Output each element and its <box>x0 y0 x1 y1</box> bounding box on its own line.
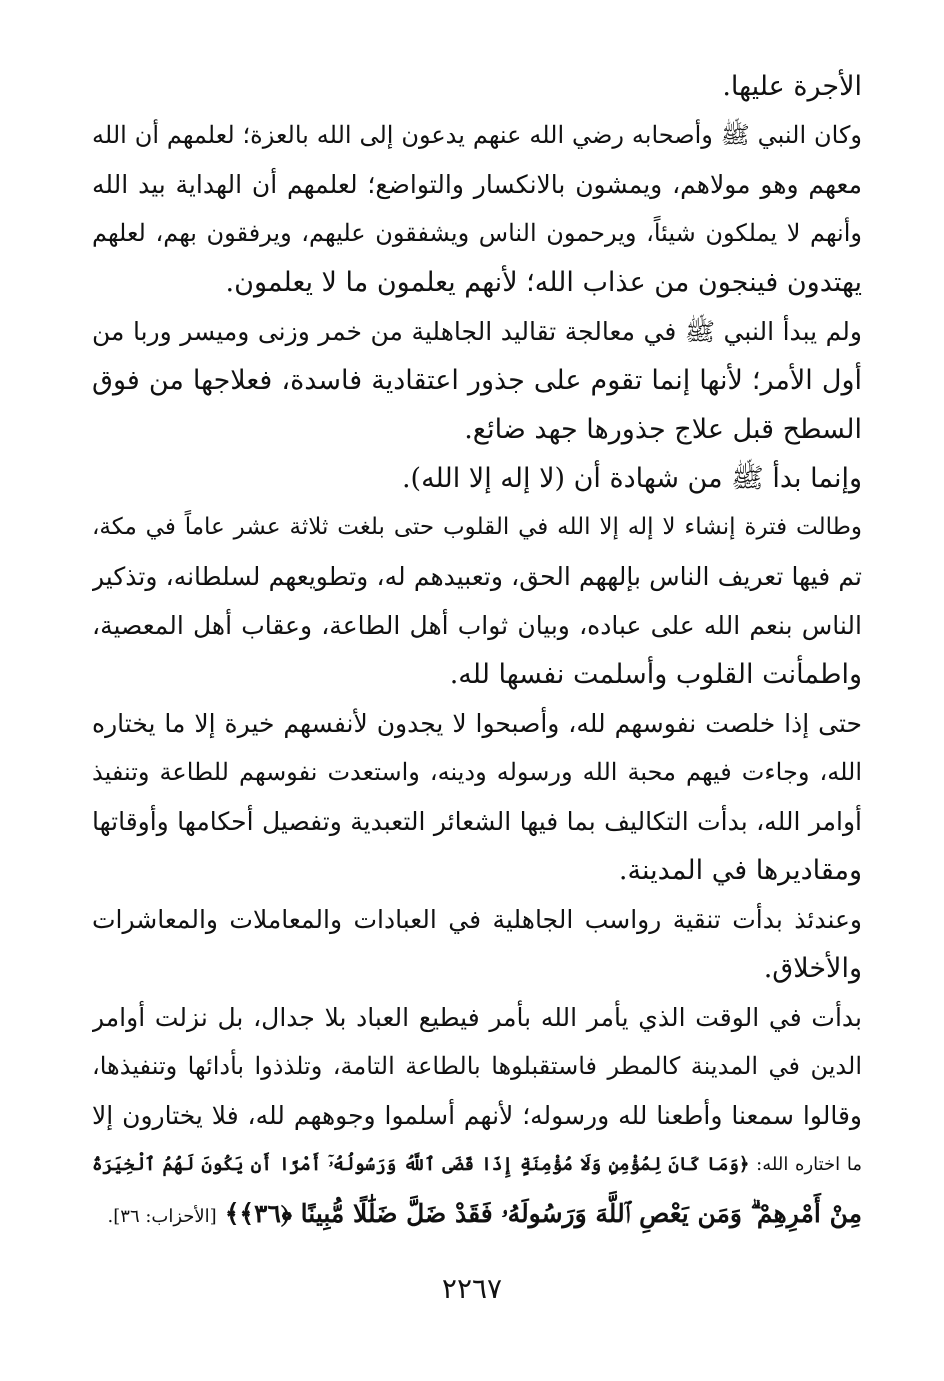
text-line: أوامر الله، بدأت التكاليف بما فيها الشعائر التعبدية وتفصيل أحكامها وأوقاتها <box>92 807 862 836</box>
text-line: وطالت فترة إنشاء لا إله إلا الله في القلوب حتى بلغت ثلاثة عشر عاماً في مكة، <box>92 514 862 540</box>
text-line: ومقاديرها في المدينة. <box>618 855 862 886</box>
text-line: وأنهم لا يملكون شيئاً، ويرحمون الناس ويشفقون عليهم، ويرفقون بهم، لعلهم <box>92 219 862 247</box>
text-line: ولم يبدأ النبي ﷺ في معالجة تقاليد الجاهلية من خمر وزنى وميسر وربا من <box>92 317 862 346</box>
text-line: الله، وجاءت فيهم محبة الله ورسوله ودينه، واستعدت نفوسهم للطاعة وتنفيذ <box>92 758 862 786</box>
quran-quote-line <box>92 1189 862 1238</box>
page-number: ٢٢٦٧ <box>441 1272 503 1305</box>
page-body <box>92 62 862 1238</box>
text-line: تم فيها تعريف الناس بإلههم الحق، وتعبيدهم له، وتطويعهم لسلطانه، وتذكير <box>92 562 862 591</box>
quran-quote-line <box>92 1140 862 1189</box>
text-line: الدين في المدينة كالمطر فاستقبلوها بالطاعة التامة، وتلذذوا بأدائها وتنفيذها، <box>92 1052 862 1080</box>
text-line: وقالوا سمعنا وأطعنا لله ورسوله؛ لأنهم أسلموا وجوههم لله، فلا يختارون إلا <box>92 1101 862 1130</box>
text-line: وكان النبي ﷺ وأصحابه رضي الله عنهم يدعون إلى الله بالعزة؛ لعلمهم أن الله <box>92 121 862 149</box>
text-line: وإنما بدأ ﷺ من شهادة أن (لا إله إلا الله). <box>401 463 862 494</box>
quran-verse: ﴿وَمَا كَانَ لِمُؤْمِنٍ وَلَا مُؤْمِنَةٍ إِذَا قَضَى ٱللَّهُ وَرَسُولُهُۥٓ أَمْرًا أَن يَكُونَ لَهُمُ ٱلْخِيَرَةُ <box>92 1154 750 1175</box>
text-line: يهتدون فينجون من عذاب الله؛ لأنهم يعلمون ما لا يعلمون. <box>225 267 862 298</box>
text-line: معهم وهو مولاهم، ويمشون بالانكسار والتواضع؛ لعلمهم أن الهداية بيد الله <box>92 170 862 199</box>
text-line: والأخلاق. <box>763 953 862 984</box>
text-line: وعندئذ بدأت تنقية رواسب الجاهلية في العبادات والمعاملات والمعاشرات <box>92 905 862 934</box>
text-line: بدأت في الوقت الذي يأمر الله بأمر فيطيع العباد بلا جدال، بل نزلت أوامر <box>92 1003 862 1032</box>
text-line: حتى إذا خلصت نفوسهم لله، وأصبحوا لا يجدون لأنفسهم خيرة إلا ما يختاره <box>92 709 862 738</box>
quote-prefix: ما اختاره الله: <box>749 1154 862 1175</box>
text-line: واطمأنت القلوب وأسلمت نفسها لله. <box>449 659 862 690</box>
verse-citation: [الأحزاب: ٣٦]. <box>107 1206 217 1227</box>
text-line: أول الأمر؛ لأنها إنما تقوم على جذور اعتقادية فاسدة، فعلاجها من فوق <box>92 365 862 396</box>
text-line: الناس بنعم الله على عباده، وبيان ثواب أهل الطاعة، وعقاب أهل المعصية، <box>92 611 862 640</box>
text-line: الأجرة عليها. <box>722 71 862 102</box>
text-line: السطح قبل علاج جذورها جهد ضائع. <box>464 414 862 445</box>
quran-verse: مِنْ أَمْرِهِمْ ۗ وَمَن يَعْصِ ٱللَّهَ وَرَسُولَهُۥ فَقَدْ ضَلَّ ضَلَٰلًا مُّبِينًا ﴿٣٦﴾﴾ <box>224 1199 862 1228</box>
